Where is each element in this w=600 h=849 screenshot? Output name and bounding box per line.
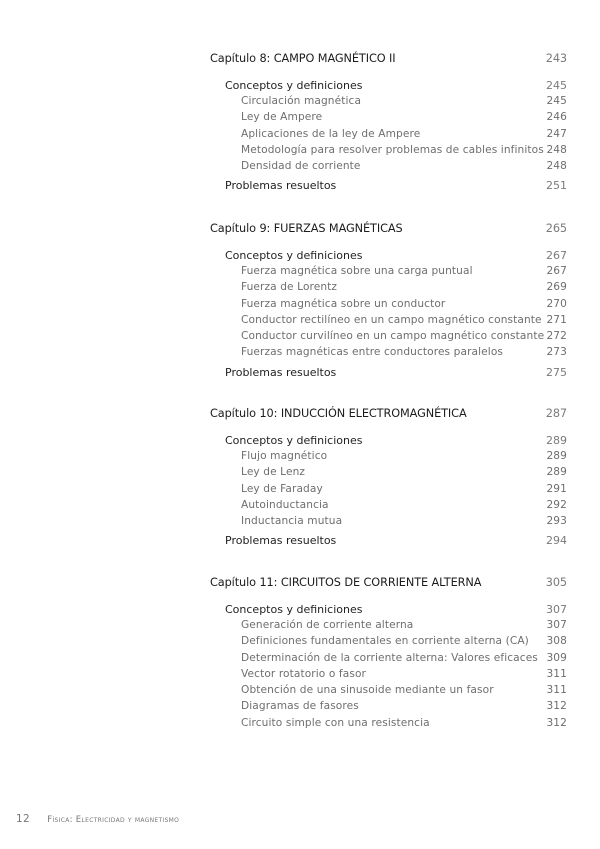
item-label: Conductor rectilíneo en un campo magnético constante (241, 313, 542, 326)
toc-item[interactable] (241, 95, 567, 111)
item-label: Densidad de corriente (241, 160, 361, 173)
item-label: Autoinductancia (241, 498, 329, 511)
entry-label: Problemas resueltos (225, 365, 337, 379)
item-page: 270 (546, 297, 567, 310)
toc-chapter-8 (210, 52, 567, 195)
entry-page: 245 (546, 79, 567, 92)
item-label: Ley de Lenz (241, 466, 306, 479)
item-page: 307 (546, 619, 567, 631)
toc-item[interactable] (241, 668, 567, 684)
entry-label: Conceptos y definiciones (225, 434, 363, 447)
toc-item[interactable] (241, 700, 567, 716)
entry-label: Conceptos y definiciones (225, 603, 363, 616)
item-page: 311 (546, 684, 567, 697)
item-page: 311 (546, 667, 567, 680)
item-page: 247 (546, 127, 567, 140)
item-label: Fuerza magnética sobre una carga puntual (241, 265, 473, 277)
item-label: Definiciones fundamentales en corriente alterna (CA) (241, 635, 529, 648)
item-page: 267 (546, 265, 567, 277)
toc-item[interactable] (241, 128, 567, 144)
item-page: 312 (546, 700, 567, 713)
toc-item[interactable] (241, 144, 567, 160)
toc-problems-entry[interactable] (225, 179, 567, 195)
toc-item[interactable] (241, 160, 567, 176)
toc-item[interactable] (241, 346, 567, 362)
item-page: 289 (546, 450, 567, 462)
item-page: 248 (546, 143, 567, 156)
footer-page-number: 12 (16, 813, 30, 825)
toc-concepts-entry[interactable] (225, 434, 567, 450)
item-label: Metodología para resolver problemas de cables infinitos (241, 143, 544, 156)
toc-item[interactable] (241, 330, 567, 346)
entry-page: 307 (546, 603, 567, 616)
toc-concepts-entry[interactable] (225, 603, 567, 619)
item-label: Fuerza de Lorentz (241, 281, 338, 294)
toc-item[interactable] (241, 281, 567, 297)
item-label: Obtención de una sinusoide mediante un fasor (241, 684, 494, 697)
item-page: 273 (546, 346, 567, 359)
item-page: 312 (546, 716, 567, 729)
item-page: 245 (546, 95, 567, 107)
chapter-title: Capítulo 9: FUERZAS MAGNÉTICAS (210, 222, 403, 235)
item-page: 309 (546, 651, 567, 664)
item-label: Fuerzas magnéticas entre conductores paralelos (241, 346, 504, 359)
toc-item[interactable] (241, 483, 567, 499)
toc-problems-entry[interactable] (225, 534, 567, 550)
toc-item[interactable] (241, 515, 567, 531)
item-label: Inductancia mutua (241, 515, 343, 528)
chapter-heading[interactable] (210, 576, 567, 592)
toc-item[interactable] (241, 652, 567, 668)
entry-page: 267 (546, 249, 567, 262)
entry-label: Problemas resueltos (225, 179, 337, 193)
chapter-heading[interactable] (210, 407, 567, 423)
item-label: Flujo magnético (241, 450, 328, 462)
item-label: Diagramas de fasores (241, 700, 359, 713)
item-label: Ley de Faraday (241, 482, 323, 495)
item-page: 271 (546, 313, 567, 326)
toc-item[interactable] (241, 298, 567, 314)
chapter-page: 305 (545, 576, 567, 589)
entry-page: 275 (546, 365, 567, 379)
toc-problems-entry[interactable] (225, 366, 567, 382)
item-page: 308 (546, 635, 567, 648)
item-label: Vector rotatorio o fasor (241, 667, 366, 680)
toc-chapter-10 (210, 407, 567, 550)
footer-book-title: Física: Electricidad y magnetismo (47, 815, 180, 825)
chapter-title: Capítulo 8: CAMPO MAGNÉTICO II (210, 52, 396, 65)
item-label: Ley de Ampere (241, 111, 323, 124)
item-page: 292 (546, 498, 567, 511)
entry-page: 294 (546, 534, 567, 548)
item-page: 269 (546, 281, 567, 294)
chapter-page: 287 (545, 407, 567, 420)
toc-item[interactable] (241, 314, 567, 330)
item-page: 291 (546, 482, 567, 495)
item-page: 289 (546, 466, 567, 479)
item-page: 248 (546, 160, 567, 173)
chapter-page: 243 (545, 52, 567, 65)
chapter-page: 265 (545, 222, 567, 235)
toc-item[interactable] (241, 466, 567, 482)
item-label: Circuito simple con una resistencia (241, 716, 430, 729)
toc-item[interactable] (241, 684, 567, 700)
item-page: 293 (546, 515, 567, 528)
entry-label: Conceptos y definiciones (225, 79, 363, 92)
chapter-heading[interactable] (210, 52, 567, 68)
item-label: Fuerza magnética sobre un conductor (241, 297, 446, 310)
entry-label: Conceptos y definiciones (225, 249, 363, 262)
toc-item[interactable] (241, 265, 567, 281)
page-footer (16, 813, 179, 825)
chapter-heading[interactable] (210, 222, 567, 238)
entry-page: 251 (546, 179, 567, 193)
item-label: Circulación magnética (241, 95, 362, 107)
item-label: Aplicaciones de la ley de Ampere (241, 127, 421, 140)
toc-item[interactable] (241, 499, 567, 515)
toc-chapter-11 (210, 576, 567, 733)
toc-chapter-9 (210, 222, 567, 382)
toc-item[interactable] (241, 450, 567, 466)
toc-concepts-entry[interactable] (225, 79, 567, 95)
toc-item[interactable] (241, 717, 567, 733)
item-page: 272 (546, 330, 567, 343)
toc-item[interactable] (241, 111, 567, 127)
entry-label: Problemas resueltos (225, 534, 337, 548)
item-page: 246 (546, 111, 567, 124)
entry-page: 289 (546, 434, 567, 447)
chapter-title: Capítulo 11: CIRCUITOS DE CORRIENTE ALTERNA (210, 576, 482, 589)
item-label: Generación de corriente alterna (241, 619, 414, 631)
toc-concepts-entry[interactable] (225, 249, 567, 265)
item-label: Determinación de la corriente alterna: Valores eficaces (241, 651, 538, 664)
toc-item[interactable] (241, 635, 567, 651)
chapter-title: Capítulo 10: INDUCCIÓN ELECTROMAGNÉTICA (210, 407, 467, 420)
item-label: Conductor curvilíneo en un campo magnético constante (241, 330, 545, 343)
toc-item[interactable] (241, 619, 567, 635)
